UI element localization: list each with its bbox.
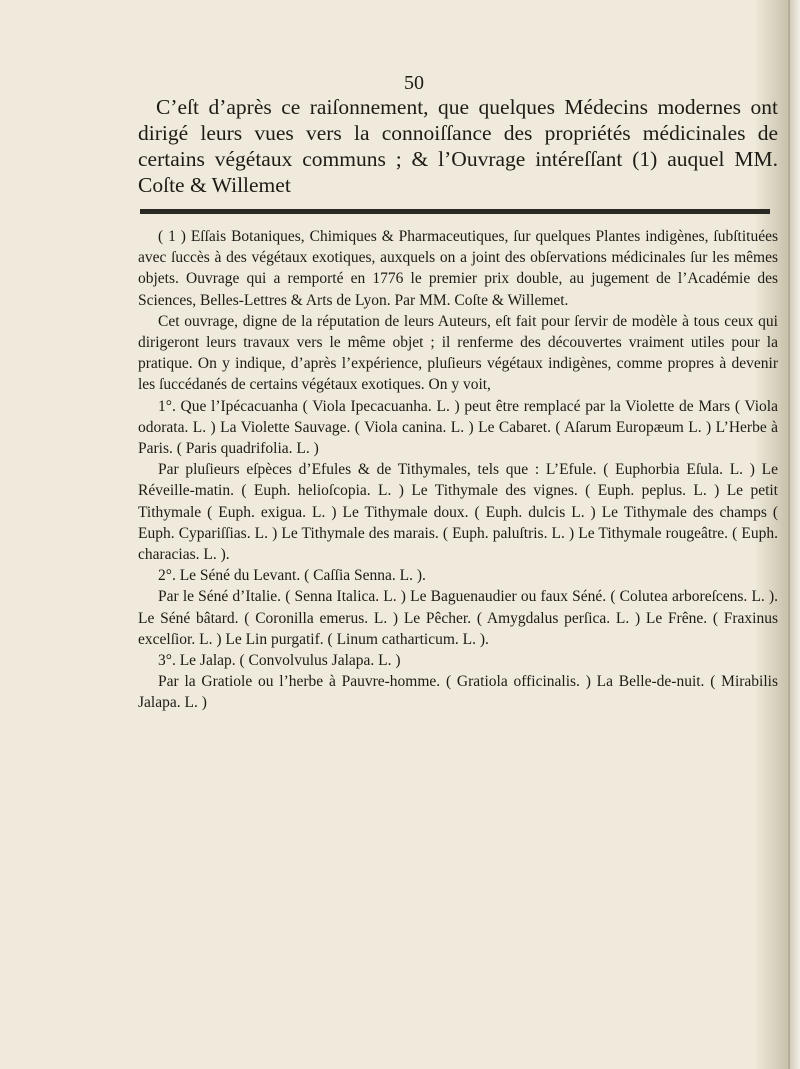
footnote-paragraph-2: Cet ouvrage, digne de la réputation de leurs Auteurs, eſt fait pour ſervir de modèle à tous ceux qui dirigeront leurs travaux vers le même objet ; il renferme des découvertes vraiment utiles pour la pratique. On y indique, d’après l’expérience, pluſieurs végétaux indigènes, comme propres à devenir les ſuccédanés de certains végétaux exotiques. On y voit,	[138, 312, 778, 394]
footnote	[138, 226, 778, 714]
footnote-paragraph-5: 2°. Le Séné du Levant. ( Caſſia Senna. L. ).	[158, 567, 426, 585]
footnote-paragraph-6: Par le Séné d’Italie. ( Senna Italica. L. ) Le Baguenaudier ou faux Séné. ( Colutea arboreſcens. L. ). Le Séné bâtard. ( Coronilla emerus. L. ) Le Pêcher. ( Amygdalus perſica. L. ) Le Frêne. ( Fraxinus excelſior. L. ) Le Lin purgatif. ( Linum catharticum. L. ).	[138, 588, 778, 648]
main-text	[138, 94, 778, 198]
footnote-paragraph-1: ( 1 ) Eſſais Botaniques, Chimiques & Pharmaceutiques, ſur quelques Plantes indigènes, ſubſtituées avec ſuccès à des végétaux exotiques, auxquels on a joint des obſervations médicinales ſur les mêmes objets. Ouvrage qui a remporté en 1776 le premier prix double, au jugement de l’Académie des Sciences, Belles-Lettres & Arts de Lyon. Par MM. Coſte & Willemet.	[138, 228, 778, 309]
footnote-paragraph-8: Par la Gratiole ou l’herbe à Pauvre-homme. ( Gratiola officinalis. ) La Belle-de-nuit. ( Mirabilis Jalapa. L. )	[138, 673, 778, 712]
page-number: 50	[404, 72, 424, 94]
footnote-paragraph-7: 3°. Le Jalap. ( Convolvulus Jalapa. L. )	[158, 652, 401, 670]
main-paragraph: C’eſt d’après ce raiſonnement, que quelques Médecins modernes ont dirigé leurs vues vers la connoiſſance des propriétés médicinales de certains végétaux communs ; & l’Ouvrage intéreſſant (1) auquel MM. Coſte & Willemet	[138, 95, 778, 197]
footnote-paragraph-3: 1°. Que l’Ipécacuanha ( Viola Ipecacuanha. L. ) peut être remplacé par la Violette de Mars ( Viola odorata. L. ) La Violette Sauvage. ( Viola canina. L. ) Le Cabaret. ( Aſarum Europæum L. ) L’Herbe à Paris. ( Paris quadrifolia. L. )	[138, 397, 778, 458]
separator-rule	[140, 209, 770, 214]
footnote-paragraph-4: Par pluſieurs eſpèces d’Efules & de Tithymales, tels que : L’Efule. ( Euphorbia Eſula. L. ) Le Réveille-matin. ( Euph. helioſcopia. L. ) Le Tithymale des vignes. ( Euph. peplus. L. ) Le petit Tithymale ( Euph. exigua. L. ) Le Tithymale doux. ( Euph. dulcis L. ) Le Tithymale des champs ( Euph. Cypariſſias. L. ) Le Tithymale des marais. ( Euph. paluſtris. L. ) Le Tithymale rougeâtre. ( Euph. characias. L. ).	[138, 461, 778, 564]
spine-edge	[788, 0, 790, 1069]
